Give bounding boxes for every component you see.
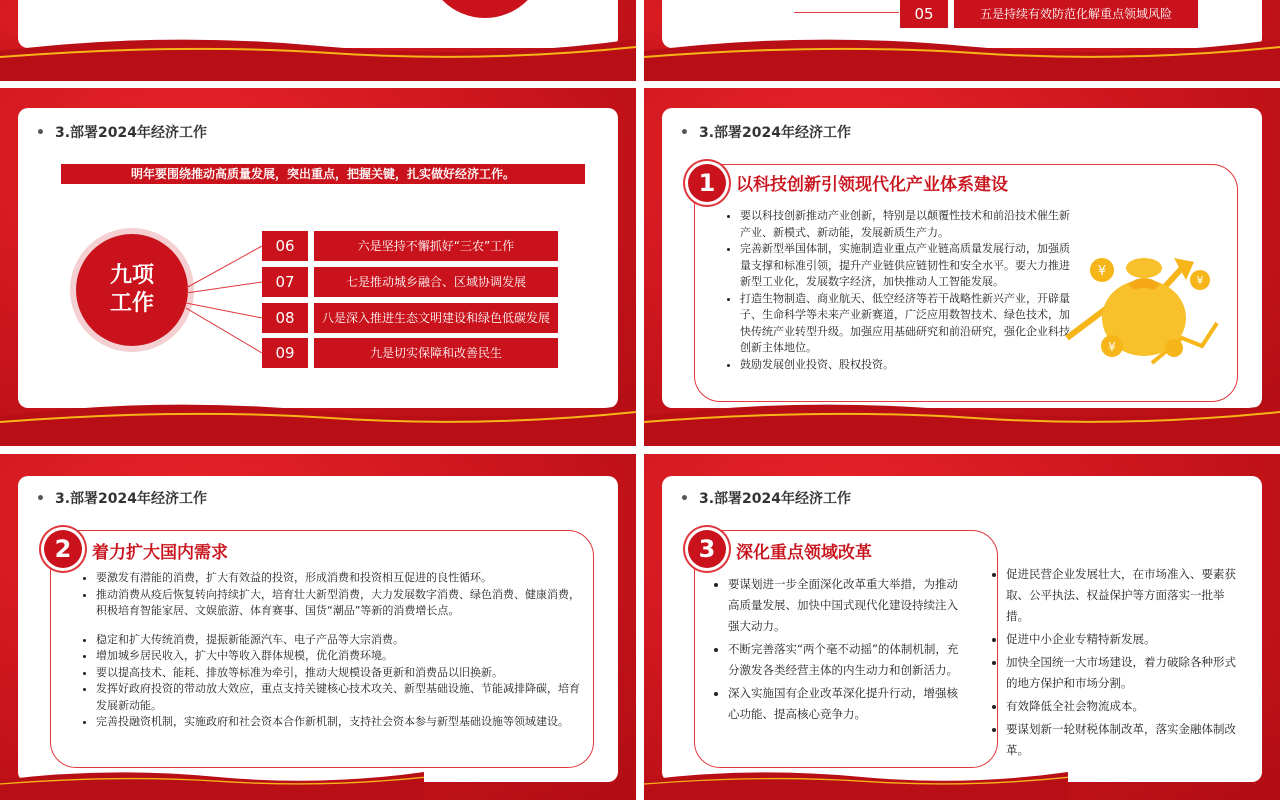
bottom-wave: [0, 386, 636, 446]
bullet-list: [724, 208, 1072, 373]
bullet-list: [80, 570, 586, 731]
nine-tasks-circle: [76, 234, 188, 346]
bullet-list-left: [710, 574, 968, 727]
list-item: • 完善投融资机制，实施政府和社会资本合作新机制，支持社会资本参与新型基础设施等领域建设。: [96, 714, 586, 731]
bottom-wave: [0, 21, 636, 81]
slide-top-right: [644, 0, 1280, 81]
list-item: • 有效降低全社会物流成本。: [1006, 696, 1246, 717]
list-item: • 要以科技创新推动产业创新，特别是以颠覆性技术和前沿技术催生新产业、新模式、新动能，发展新质生产力。: [740, 208, 1072, 241]
list-item: • 鼓励发展创业投资、股权投资。: [740, 357, 1072, 374]
bullet-dot: •: [680, 491, 689, 507]
connector-line: [794, 0, 899, 13]
section-heading: 着力扩大国内需求: [92, 543, 228, 563]
slide-tech-innovation: [644, 88, 1280, 446]
list-item: • 要谋划新一轮财税体制改革，落实金融体制改革。: [1006, 719, 1246, 761]
number-badge-2: 2: [44, 530, 82, 568]
slide-nine-tasks: [0, 88, 636, 446]
bullet-dot: •: [680, 125, 689, 141]
list-item: • 发挥好政府投资的带动放大效应，重点支持关键核心技术攻关、新型基础设施、节能减排降碳，培育发展新动能。: [96, 681, 586, 714]
list-item: • 打造生物制造、商业航天、低空经济等若干战略性新兴产业，开辟量子、生命科学等未来产业新赛道，广泛应用数智技术、绿色技术，加快传统产业转型升级。加强应用基础研究和前沿研究，强化企业科技创新主体地位。: [740, 291, 1072, 357]
task-item: 七是推动城乡融合、区域协调发展: [314, 267, 558, 297]
task-item: 九是切实保障和改善民生: [314, 338, 558, 368]
item-number: 07: [262, 267, 308, 297]
bottom-wave: [644, 21, 1280, 81]
list-item: • 完善新型举国体制，实施制造业重点产业链高质量发展行动，加强质量支撑和标准引领，提升产业链供应链韧性和安全水平。要大力推进新型工业化，发展数字经济，加快推动人工智能发展。: [740, 241, 1072, 291]
list-item: • 推动消费从疫后恢复转向持续扩大，培育壮大新型消费，大力发展数字消费、绿色消费、健康消费，积极培育智能家居、文娱旅游、体育赛事、国货“潮品”等新的消费增长点。: [96, 587, 586, 620]
svg-text:¥: ¥: [1108, 340, 1116, 354]
section-title: [680, 488, 851, 508]
money-bag-illustration: [1062, 228, 1222, 368]
bullet-list-right: [988, 564, 1246, 763]
task-item: 六是坚持不懈抓好“三农”工作: [314, 231, 558, 261]
connector-lines: [186, 238, 266, 358]
slide-domestic-demand: [0, 454, 636, 800]
list-item: • 要激发有潜能的消费，扩大有效益的投资，形成消费和投资相互促进的良性循环。: [96, 570, 586, 587]
banner: 明年要围绕推动高质量发展，突出重点，把握关键，扎实做好经济工作。: [61, 164, 585, 184]
list-item: • 要以提高技术、能耗、排放等标准为牵引，推动大规模设备更新和消费品以旧换新。: [96, 665, 586, 682]
list-item: • 不断完善落实“两个毫不动摇”的体制机制，充分激发各类经营主体的内生动力和创新活力。: [728, 639, 968, 681]
circle-line-1: 九项: [109, 263, 154, 288]
section-title-text: 3.部署2024年经济工作: [54, 125, 207, 141]
item-number: 09: [262, 338, 308, 368]
list-item: • 加快全国统一大市场建设，着力破除各种形式的地方保护和市场分割。: [1006, 652, 1246, 694]
section-title: [680, 122, 851, 142]
bottom-wave: [644, 760, 1068, 800]
circle-line-2: 工作: [109, 291, 154, 316]
list-item: • 促进中小企业专精特新发展。: [1006, 629, 1246, 650]
item-number-05: 05: [900, 0, 948, 28]
list-item: • 要谋划进一步全面深化改革重大举措，为推动高质量发展、加快中国式现代化建设持续注入强大动力。: [728, 574, 968, 637]
bottom-wave: [0, 760, 424, 800]
svg-text:¥: ¥: [1097, 264, 1107, 279]
svg-text:¥: ¥: [1196, 274, 1204, 287]
item-number: 08: [262, 303, 308, 333]
list-item: • 增加城乡居民收入，扩大中等收入群体规模，优化消费环境。: [96, 648, 586, 665]
number-badge-3: 3: [688, 530, 726, 568]
section-title-text: 3.部署2024年经济工作: [54, 491, 207, 507]
bullet-dot: •: [36, 125, 45, 141]
section-title: [36, 488, 207, 508]
bullet-dot: •: [36, 491, 45, 507]
number-badge-1: 1: [688, 164, 726, 202]
slide-top-left: [0, 0, 636, 81]
list-item: • 促进民营企业发展壮大，在市场准入、要素获取、公平执法、权益保护等方面落实一批举措。: [1006, 564, 1246, 627]
list-item: • 稳定和扩大传统消费，提振新能源汽车、电子产品等大宗消费。: [96, 632, 586, 649]
bottom-wave: [644, 386, 1280, 446]
section-title: [36, 122, 207, 142]
section-heading: 以科技创新引领现代化产业体系建设: [736, 175, 1008, 195]
list-item: • 深入实施国有企业改革深化提升行动，增强核心功能、提高核心竞争力。: [728, 683, 968, 725]
task-item: 八是深入推进生态文明建设和绿色低碳发展: [314, 303, 558, 333]
item-number: 06: [262, 231, 308, 261]
section-heading: 深化重点领域改革: [736, 543, 872, 563]
item-05-text: 五是持续有效防范化解重点领域风险: [954, 0, 1198, 28]
section-title-text: 3.部署2024年经济工作: [698, 125, 851, 141]
slide-key-reform: [644, 454, 1280, 800]
section-title-text: 3.部署2024年经济工作: [698, 491, 851, 507]
